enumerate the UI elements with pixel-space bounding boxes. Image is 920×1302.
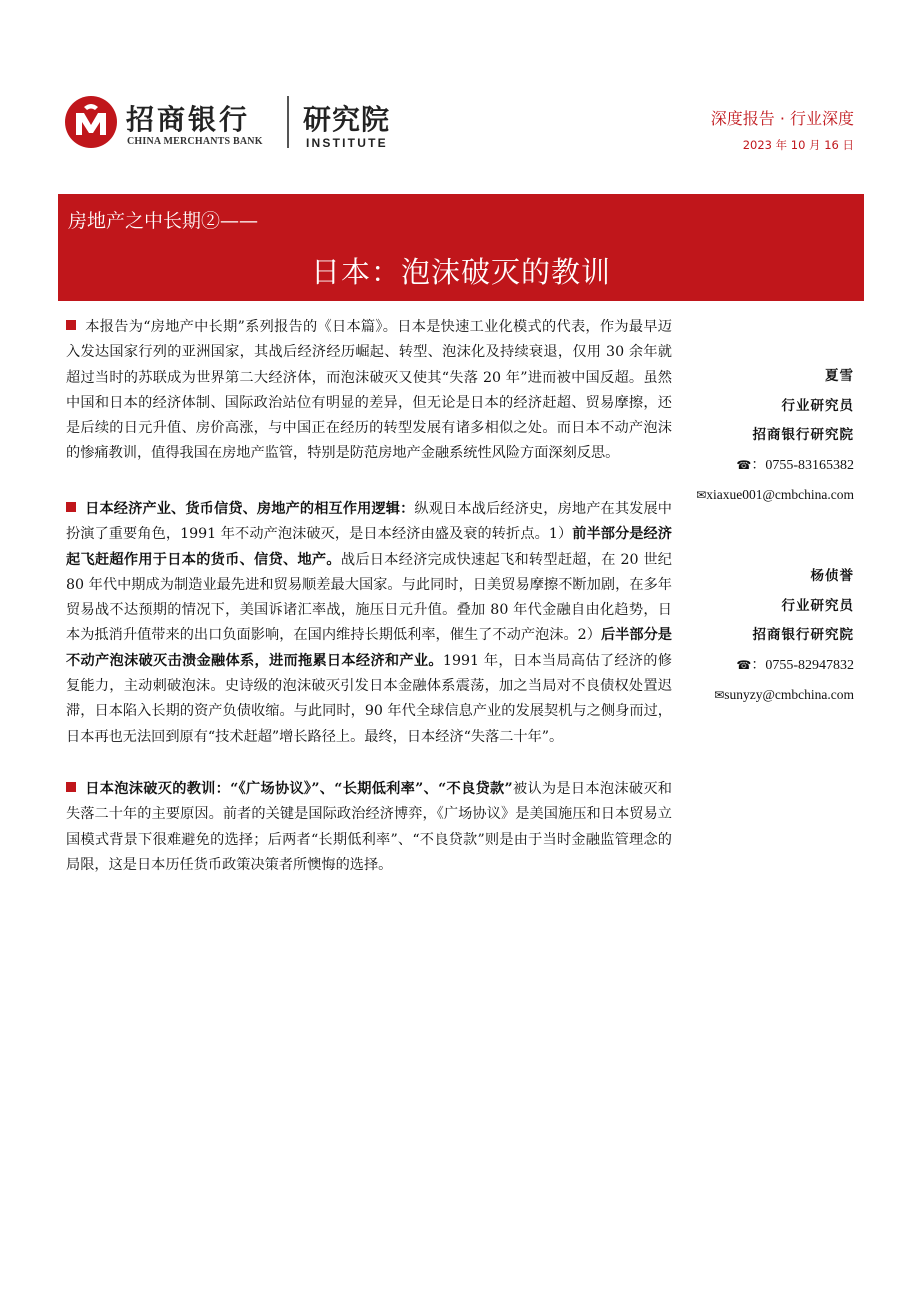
report-type: 深度报告 · 行业深度	[710, 109, 854, 128]
phone-icon: ☎	[736, 457, 752, 472]
p3-bold: 日本泡沫破灭的教训：“《广场协议》”、“长期低利率”、“不良贷款”	[85, 781, 513, 797]
author-org: 招商银行研究院	[752, 627, 854, 643]
mail-icon: ✉	[696, 488, 707, 502]
author-card-1	[696, 362, 854, 511]
bank-name-cn: 招商银行	[126, 103, 251, 136]
mail-icon: ✉	[714, 688, 725, 702]
author-org: 招商银行研究院	[752, 427, 854, 443]
institute-name-cn: 研究院	[303, 103, 391, 136]
title-banner	[58, 194, 864, 301]
report-date: 2023 年 10 月 16 日	[742, 138, 854, 152]
author-phone: ☎：0755-83165382	[736, 457, 854, 473]
institute-name-en: INSTITUTE	[306, 136, 388, 150]
bullet-square-icon	[66, 502, 76, 512]
author-phone: ☎：0755-82947832	[736, 657, 854, 673]
p2-text-2: 战后日本经济完成快速起飞和转型赶超，在 20 世纪 80 年代中期成为制造业最先进和贸易顺差最大国家。与此同时，日美贸易摩擦不断加剧，在多年贸易战不达预期的情况下，美国诉诸汇率战，施压日元升值。叠加 80 年代金融自由化趋势，日本为抵消升值带来的出口负面影响，在国内维持长期低利率，催生了不动产泡沫。2）	[66, 551, 672, 644]
author-name: 杨侦誉	[810, 568, 854, 584]
report-title: 日本：泡沫破灭的教训	[310, 255, 611, 289]
author-role: 行业研究员	[781, 397, 854, 414]
bullet-square-icon	[66, 782, 76, 792]
phone-icon: ☎	[736, 657, 752, 672]
p2-bold-2: 前半部分是经济起飞赶超作用于日本的货币、信贷、地产。	[66, 526, 672, 568]
cmb-logo-icon	[64, 95, 118, 149]
bank-name-en: CHINA MERCHANTS BANK	[127, 136, 263, 147]
summary-paragraph-1	[66, 315, 672, 467]
author-email[interactable]: ✉xiaxue001@cmbchina.com	[696, 487, 854, 502]
p2-text-1: 纵观日本战后经济史，房地产在其发展中扮演了重要角色，1991 年不动产泡沫破灭，是日本经济由盛及衰的转折点。1）	[66, 501, 672, 543]
p2-bold-3: 后半部分是不动产泡沫破灭击溃金融体系，进而拖累日本经济和产业。	[66, 627, 672, 669]
summary-paragraph-3	[66, 777, 672, 878]
author-role: 行业研究员	[781, 597, 854, 614]
author-name: 夏雪	[825, 368, 854, 384]
series-title: 房地产之中长期②——	[68, 210, 259, 232]
p3-text: 被认为是日本泡沫破灭和失落二十年的主要原因。前者的关键是国际政治经济博弈，《广场协议》是美国施压和日本贸易立国模式背景下很难避免的选择；后两者“长期低利率”、“不良贷款”则是由于当时金融监管理念的局限，这是日本历任货币政策决策者所懊悔的选择。	[66, 781, 672, 873]
bullet-square-icon	[66, 320, 76, 330]
header-divider	[287, 96, 289, 148]
author-card-2	[714, 562, 854, 711]
author-email[interactable]: ✉sunyzy@cmbchina.com	[714, 687, 854, 702]
p2-text-3: 1991 年，日本当局高估了经济的修复能力，主动刺破泡沫。史诗级的泡沫破灭引发日本金融体系震荡，加之当局对不良债权处置迟滞，日本陷入长期的资产负债收缩。与此同时，90 年代全球信息产业的发展契机与之侧身而过，日本再也无法回到原有“技术赶超”增长路径上。最终，日本经济“失落二十年”。	[66, 652, 672, 745]
p2-bold-1: 日本经济产业、货币信贷、房地产的相互作用逻辑：	[85, 501, 415, 517]
summary-paragraph-2	[66, 497, 672, 750]
p1-text: 本报告为“房地产中长期”系列报告的《日本篇》。日本是快速工业化模式的代表，作为最早迈入发达国家行列的亚洲国家，其战后经济经历崛起、转型、泡沫化及持续衰退，仅用 30 余年就超过当时的苏联成为世界第二大经济体，而泡沫破灭又使其“失落 20 年”进而被中国反超。虽然中国和日本的经济体制、国际政治站位有明显的差异，但无论是日本的经济赶超、贸易摩擦，还是后续的日元升值、房价高涨，与中国正在经历的转型发展有诸多相似之处。而日本不动产泡沫的惨痛教训，值得我国在房地产监管，特别是防范房地产金融系统性风险方面深刻反思。	[66, 319, 672, 462]
